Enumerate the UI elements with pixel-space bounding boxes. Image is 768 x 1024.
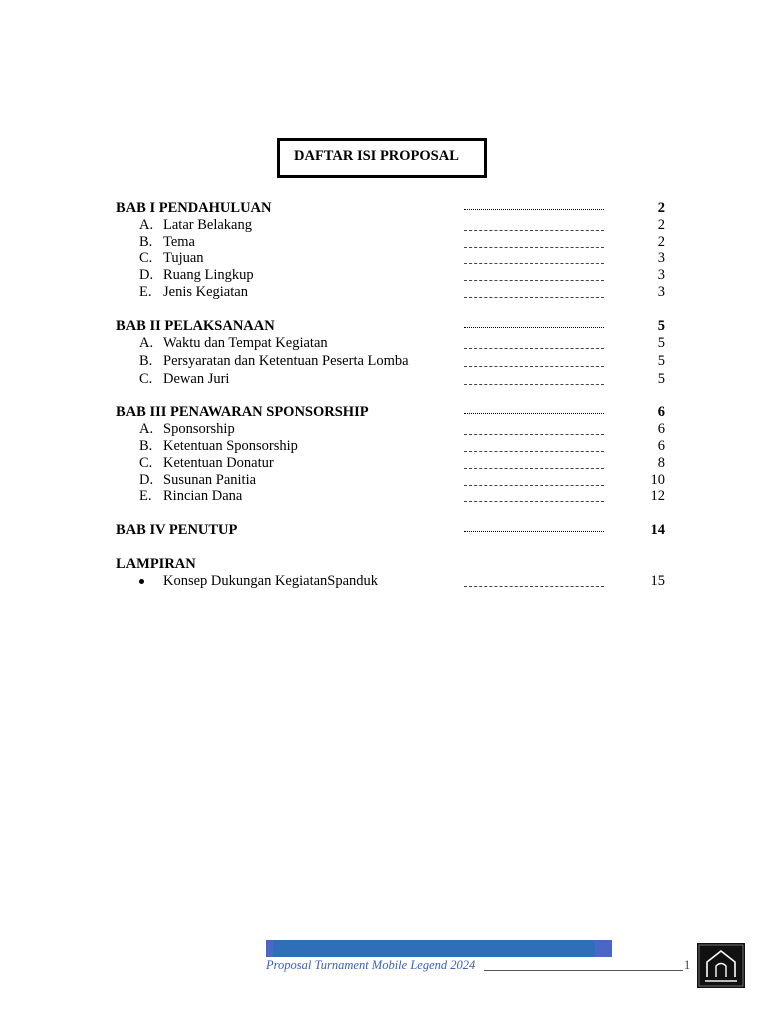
toc-entry-marker: C. — [139, 455, 153, 471]
toc-entry-row — [0, 421, 768, 438]
toc-leader-line — [464, 363, 604, 367]
footer-rule — [484, 970, 683, 971]
toc-leader-line — [464, 431, 604, 435]
toc-page-number: 3 — [657, 284, 665, 300]
bullet-icon — [139, 579, 144, 584]
toc-title: DAFTAR ISI PROPOSAL — [294, 148, 459, 164]
toc-page-number: 6 — [657, 404, 665, 420]
toc-leader-line — [464, 277, 604, 281]
toc-page-number: 5 — [657, 371, 665, 387]
toc-entry-label: Konsep Dukungan KegiatanSpanduk — [163, 573, 379, 589]
toc-page-number: 3 — [657, 267, 665, 283]
toc-leader-line — [464, 324, 604, 328]
toc-page-number: 2 — [657, 200, 665, 216]
toc-page-number: 5 — [657, 353, 665, 369]
toc-entry-label: Dewan Juri — [163, 371, 230, 387]
toc-entry-label: BAB II PELAKSANAAN — [116, 318, 275, 334]
toc-entry-label: BAB III PENAWARAN SPONSORSHIP — [116, 404, 369, 420]
house-logo-icon — [697, 943, 745, 988]
toc-entry-row — [0, 573, 768, 590]
footer-title: Proposal Turnament Mobile Legend 2024 — [266, 958, 476, 972]
toc-entry-label: Ketentuan Sponsorship — [163, 438, 298, 454]
toc-leader-line — [464, 294, 604, 298]
toc-entry-marker: E. — [139, 284, 152, 300]
toc-entry-marker: C. — [139, 371, 153, 387]
toc-entry-marker: A. — [139, 335, 154, 351]
toc-entry-label: Tema — [163, 234, 195, 250]
toc-entry-row — [0, 488, 768, 505]
toc-entry-marker: C. — [139, 250, 153, 266]
toc-entry-label: Sponsorship — [163, 421, 235, 437]
toc-entry-row — [0, 250, 768, 267]
toc-entry-label: Latar Belakang — [163, 217, 252, 233]
toc-page-number: 8 — [657, 455, 665, 471]
toc-entry-label: Tujuan — [163, 250, 204, 266]
toc-page-number: 2 — [657, 234, 665, 250]
toc-entry-row — [0, 234, 768, 251]
toc-leader-line — [464, 528, 604, 532]
toc-entry-row — [0, 284, 768, 301]
toc-chapter-row — [0, 318, 768, 335]
toc-page-number: 2 — [657, 217, 665, 233]
toc-leader-line — [464, 206, 604, 210]
toc-leader-line — [464, 244, 604, 248]
toc-entry-marker: E. — [139, 488, 152, 504]
toc-leader-line — [464, 465, 604, 469]
toc-leader-line — [464, 260, 604, 264]
toc-entry-marker: A. — [139, 217, 154, 233]
toc-entry-marker: D. — [139, 267, 154, 283]
toc-entry-row — [0, 267, 768, 284]
toc-entry-label: Ketentuan Donatur — [163, 455, 274, 471]
toc-entry-row — [0, 353, 768, 370]
toc-entry-row — [0, 217, 768, 234]
toc-leader-line — [464, 498, 604, 502]
toc-leader-line — [464, 448, 604, 452]
toc-page-number: 14 — [650, 522, 665, 538]
toc-entry-label: LAMPIRAN — [116, 556, 196, 572]
toc-chapter-row — [0, 200, 768, 217]
toc-entry-marker: B. — [139, 353, 153, 369]
toc-page-number: 10 — [650, 472, 665, 488]
footer-page-number: 1 — [684, 958, 691, 972]
toc-entry-label: Jenis Kegiatan — [163, 284, 248, 300]
toc-entry-marker: D. — [139, 472, 154, 488]
toc-entry-marker: B. — [139, 234, 153, 250]
toc-entry-marker: A. — [139, 421, 154, 437]
toc-entry-label: Rincian Dana — [163, 488, 243, 504]
toc-entry-row — [0, 335, 768, 352]
toc-entry-label: Waktu dan Tempat Kegiatan — [163, 335, 328, 351]
toc-leader-line — [464, 381, 604, 385]
toc-entry-label: BAB I PENDAHULUAN — [116, 200, 272, 216]
toc-leader-line — [464, 410, 604, 414]
toc-page-number: 15 — [650, 573, 665, 589]
toc-chapter-row — [0, 404, 768, 421]
toc-entry-label: Ruang Lingkup — [163, 267, 254, 283]
toc-page-number: 5 — [657, 318, 665, 334]
toc-leader-line — [464, 482, 604, 486]
toc-chapter-row — [0, 556, 768, 573]
toc-page-number: 3 — [657, 250, 665, 266]
toc-page-number: 6 — [657, 438, 665, 454]
toc-page-number: 5 — [657, 335, 665, 351]
toc-leader-line — [464, 345, 604, 349]
toc-page-number: 6 — [657, 421, 665, 437]
toc-entry-marker: B. — [139, 438, 153, 454]
toc-title-box — [277, 138, 487, 178]
toc-chapter-row — [0, 522, 768, 539]
toc-entry-row — [0, 455, 768, 472]
toc-leader-line — [464, 583, 604, 587]
toc-entry-label: BAB IV PENUTUP — [116, 522, 238, 538]
toc-entry-row — [0, 371, 768, 388]
footer-accent-bar — [266, 940, 612, 957]
toc-entry-label: Persyaratan dan Ketentuan Peserta Lomba — [163, 353, 409, 369]
toc-page-number: 12 — [650, 488, 665, 504]
toc-entry-row — [0, 438, 768, 455]
toc-entry-label: Susunan Panitia — [163, 472, 257, 488]
toc-entry-row — [0, 472, 768, 489]
toc-leader-line — [464, 227, 604, 231]
